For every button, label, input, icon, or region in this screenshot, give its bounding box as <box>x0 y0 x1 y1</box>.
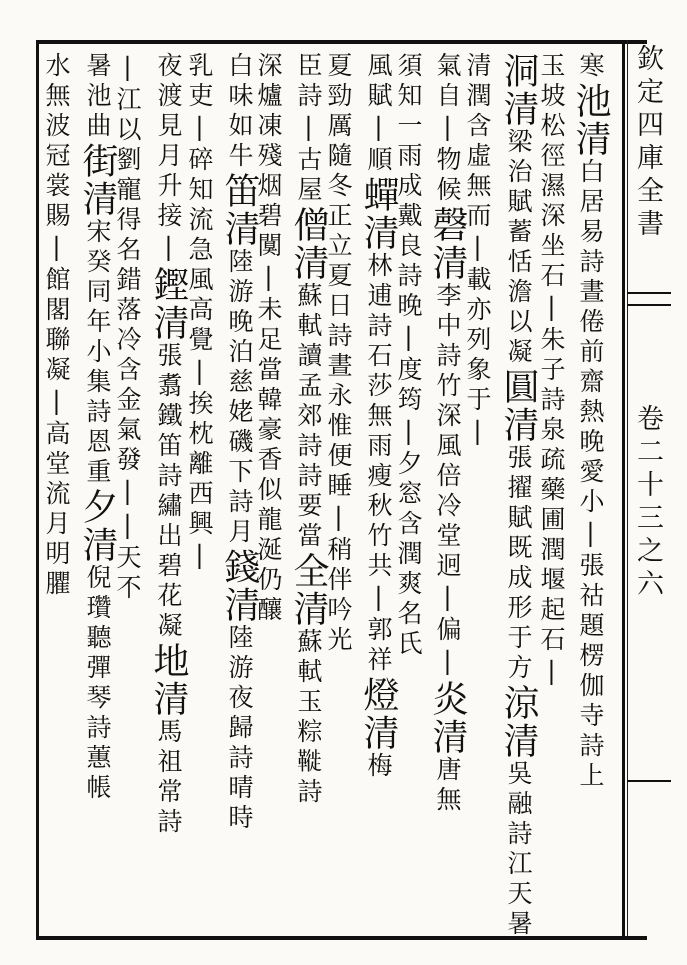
headword: 笛清 <box>219 172 260 248</box>
text-column: 寒池清白居易詩晝倦前齋熱晚愛小|張祜題楞伽寺詩上 <box>570 52 611 792</box>
text-column: 水無波冠裳賜|館閣聯凝|高堂流月明臞 <box>42 52 71 600</box>
headword: 涼清 <box>498 684 539 760</box>
column-border-right <box>622 40 625 936</box>
headword: 街清 <box>77 142 118 218</box>
juan-label: 卷二十三之六 <box>632 404 663 602</box>
text-column: 清潤含虛無而|載亦列象于| <box>463 52 492 450</box>
headword: 洞清 <box>498 52 539 128</box>
headword: 夕清 <box>77 488 118 564</box>
headword: 池清 <box>570 82 611 158</box>
text-column: |江以劉寵得名錯落冷含金氣發||天不 <box>113 52 142 604</box>
margin-divider <box>627 780 671 782</box>
text-column: 暑池曲街清宋癸同年小集詩恩重夕清倪瓚聽彈琴詩蕙帳 <box>77 52 118 804</box>
headword: 僧清 <box>288 206 329 282</box>
headword: 全清 <box>288 552 329 628</box>
headword: 地清 <box>148 642 189 718</box>
text-column: 須知一雨成戴良詩晚|度筠|夕窓含潤爽名氏 <box>394 52 423 660</box>
collection-title: 欽定四庫全書 <box>632 44 663 242</box>
headword: 炎清 <box>427 680 468 756</box>
headword: 燈清 <box>358 676 399 752</box>
text-column: 臣詩|古屋僧清蘇軾讀孟郊詩詩要當全清蘇軾玉粽𩌦詩 <box>288 52 329 808</box>
headword: 鏗清 <box>148 266 189 342</box>
text-column: 玉坡松徑濕深坐石|朱子詩泉疏藥圃潤堰起石| <box>537 52 566 690</box>
text-column: 夏勁厲隨冬正立夏日詩晝永惟便睡|稍伴吟光 <box>324 52 353 656</box>
headword: 錢清 <box>219 548 260 624</box>
text-column: 深爐凍殘烟碧闃|未足當韓豪香似龍涎仍釀 <box>254 52 283 626</box>
text-column: 夜渡見月升接|鏗清張翥鐵笛詩繡出碧花凝地清馬祖常詩 <box>148 52 189 838</box>
headword: 蟬清 <box>358 176 399 252</box>
text-column: 白味如牛笛清陸游晚泊慈姥磯下詩月錢清陸游夜歸詩晴時 <box>219 52 260 834</box>
text-column: 洞清梁治賦蓄恬澹以凝圓清張擢賦既成形于方涼清吳融詩江天暑 <box>498 52 539 940</box>
text-column: 乳吏|碎知流急風高覺|挨枕離西興| <box>185 52 214 574</box>
fishtail-mark <box>627 292 671 306</box>
text-column: 風賦|順蟬清林逋詩石莎無雨瘦秋竹共|郭祥燈清梅 <box>358 52 399 782</box>
headword: 磬清 <box>427 206 468 282</box>
text-column: 氣自|物候磬清李中詩竹深風倍冷堂迥|偏|炎清唐無 <box>427 52 468 816</box>
headword: 圓清 <box>498 368 539 444</box>
